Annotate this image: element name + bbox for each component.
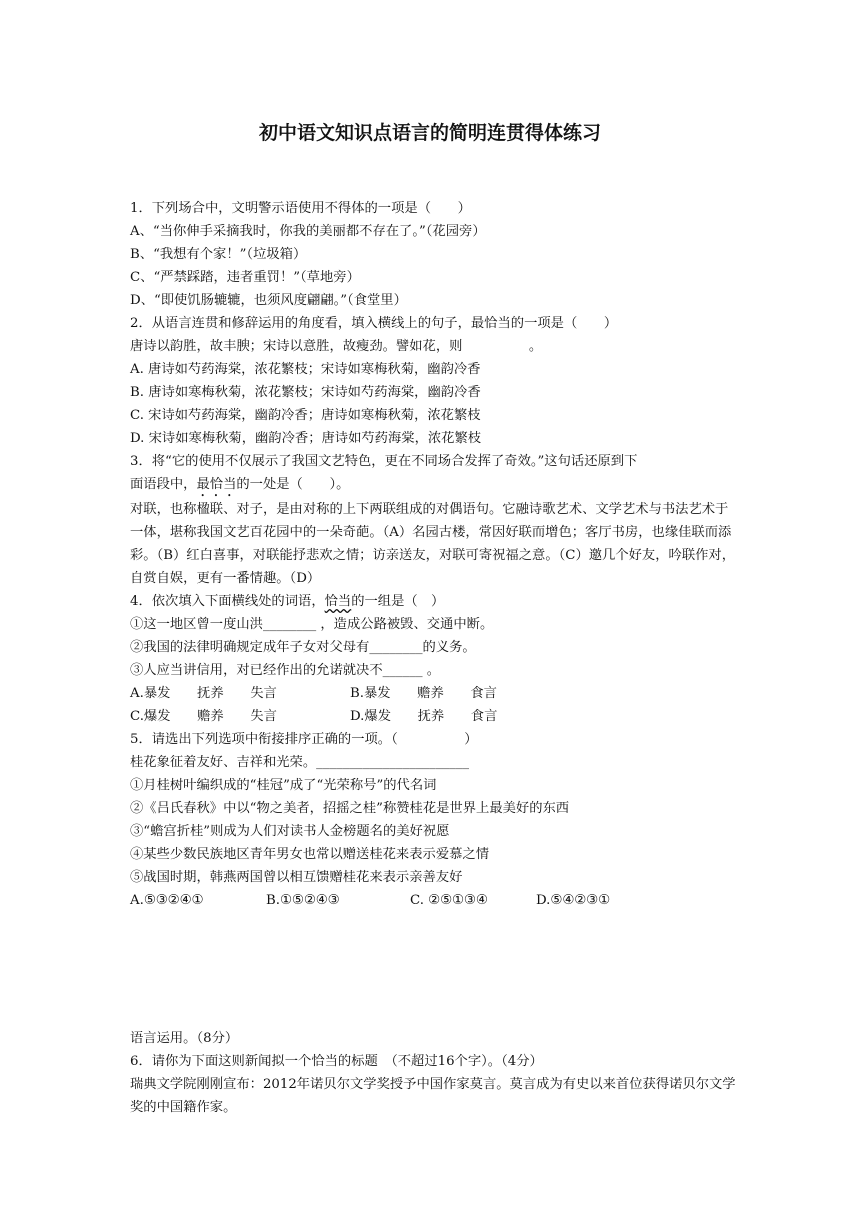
question-3-passage: 对联，也称楹联、对子，是由对称的上下两联组成的对偶语句。它融诗歌艺术、文学艺术与书法艺术于一体，堪称我国文艺百花园中的一朵奇葩。（A）名园古楼，常因好联而增色；客厅书房，也缘佳联而添彩。（B）红白喜事，对联能抒悲欢之情；访亲送友，对联可寄祝福之意。（C）邀几个好友，吟联作对，自赏自娱，更有一番情趣。（D） — [130, 502, 736, 586]
question-4-stem-post: 的一组是（ ） — [351, 594, 445, 609]
question-4-item-1: ①这一地区曾一度山洪________ ，造成公路被毁、交通中断。 — [130, 617, 494, 632]
question-2 — [130, 312, 740, 450]
question-4-option-d: D.爆发 抚养 食言 — [350, 709, 498, 724]
question-3-stem-pre: 面语段中， — [130, 477, 197, 492]
question-4 — [130, 590, 740, 728]
question-5-item-4: ④某些少数民族地区青年男女也常以赠送桂花来表示爱慕之情 — [130, 847, 490, 862]
question-5-item-1: ①月桂树叶编织成的“桂冠”成了“光荣称号”的代名词 — [130, 778, 437, 793]
question-2-option-a: A. 唐诗如芍药海棠，浓花繁枝；宋诗如寒梅秋菊，幽韵冷香 — [130, 362, 481, 377]
question-5-item-3: ③“蟾宫折桂”则成为人们对读书人金榜题名的美好祝愿 — [130, 824, 450, 839]
question-5-option-a: A.⑤③②④① — [130, 893, 204, 908]
question-3 — [130, 450, 740, 590]
question-1-option-d: D、“即使饥肠辘辘，也须风度翩翩。”（食堂里） — [130, 293, 407, 308]
question-4-stem-pre: 4．依次填入下面横线处的词语， — [130, 594, 325, 609]
question-5-stem: 5．请选出下列选项中衔接排序正确的一项。（ ） — [130, 732, 478, 747]
question-5-item-5: ⑤战国时期，韩燕两国曾以相互馈赠桂花来表示亲善友好 — [130, 870, 463, 885]
emphasized-term: 最恰当 — [196, 477, 237, 492]
question-4-item-2: ②我国的法律明确规定成年子女对父母有________的义务。 — [130, 640, 476, 655]
question-5-lead: 桂花象征着友好、吉祥和光荣。_______________________ — [130, 755, 470, 770]
question-5-option-d: D.⑤④②③① — [536, 893, 611, 908]
question-3-stem-line-2 — [130, 473, 740, 496]
question-5-options — [130, 889, 740, 912]
question-1-stem: 1．下列场合中，文明警示语使用不得体的一项是（ ） — [130, 201, 471, 216]
question-4-option-b: B.暴发 赡养 食言 — [350, 686, 497, 701]
question-5 — [130, 728, 740, 912]
question-2-stem: 2．从语言连贯和修辞运用的角度看，填入横线上的句子，最恰当的一项是（ ） — [130, 316, 618, 331]
question-1-option-c: C、“严禁踩踏，违者重罚！”（草地旁） — [130, 270, 360, 285]
question-1 — [130, 197, 740, 312]
question-5-item-2: ②《吕氏春秋》中以“物之美者，招摇之桂”称赞桂花是世界上最美好的东西 — [130, 801, 570, 816]
page-title: 初中语文知识点语言的简明连贯得体练习 — [258, 122, 601, 144]
question-5-option-b: B.①⑤②④③ — [266, 893, 340, 908]
question-2-option-c: C. 宋诗如芍药海棠，幽韵冷香；唐诗如寒梅秋菊，浓花繁枝 — [130, 408, 481, 423]
question-3-stem-line-1: 3．将“它的使用不仅展示了我国文艺特色，更在不同场合发挥了奇效。”这句话还原到下 — [130, 454, 638, 469]
question-1-option-a: A、“当你伸手采摘我时，你我的美丽都不存在了。”（花园旁） — [130, 224, 486, 239]
question-4-stem — [130, 590, 740, 613]
document-body — [130, 197, 740, 1119]
question-6-passage: 瑞典文学院刚刚宣布：2012年诺贝尔文学奖授予中国作家莫言。莫言成为有史以来首位获得诺贝尔文学奖的中国籍作家。 — [130, 1077, 736, 1115]
question-4-item-3: ③人应当讲信用，对已经作出的允诺就决不______ 。 — [130, 663, 441, 678]
question-3-stem-post: 的一处是（ ）。 — [236, 477, 350, 492]
question-4-option-a: A.暴发 抚养 失言 — [130, 686, 277, 701]
section-heading: 语言运用。（8分） — [130, 1031, 239, 1046]
question-4-options-row-1 — [130, 682, 740, 705]
question-4-options-row-2 — [130, 705, 740, 728]
question-4-option-c: C.爆发 赡养 失言 — [130, 709, 277, 724]
emphasized-term: 恰当 — [324, 594, 352, 609]
question-5-option-c: C. ②⑤①③④ — [410, 893, 488, 908]
question-2-option-d: D. 宋诗如寒梅秋菊，幽韵冷香；唐诗如芍药海棠，浓花繁枝 — [130, 431, 482, 446]
question-2-option-b: B. 唐诗如寒梅秋菊，浓花繁枝；宋诗如芍药海棠，幽韵冷香 — [130, 385, 481, 400]
blank-space — [130, 912, 740, 1027]
question-1-option-b: B、“我想有个家！”（垃圾箱） — [130, 247, 307, 262]
question-6 — [130, 1050, 740, 1119]
question-2-context: 唐诗以韵胜，故丰腴；宋诗以意胜，故瘦劲。譬如花，则 。 — [130, 339, 543, 354]
question-6-stem: 6．请你为下面这则新闻拟一个恰当的标题 （不超过16个字）。（4分） — [130, 1054, 543, 1069]
